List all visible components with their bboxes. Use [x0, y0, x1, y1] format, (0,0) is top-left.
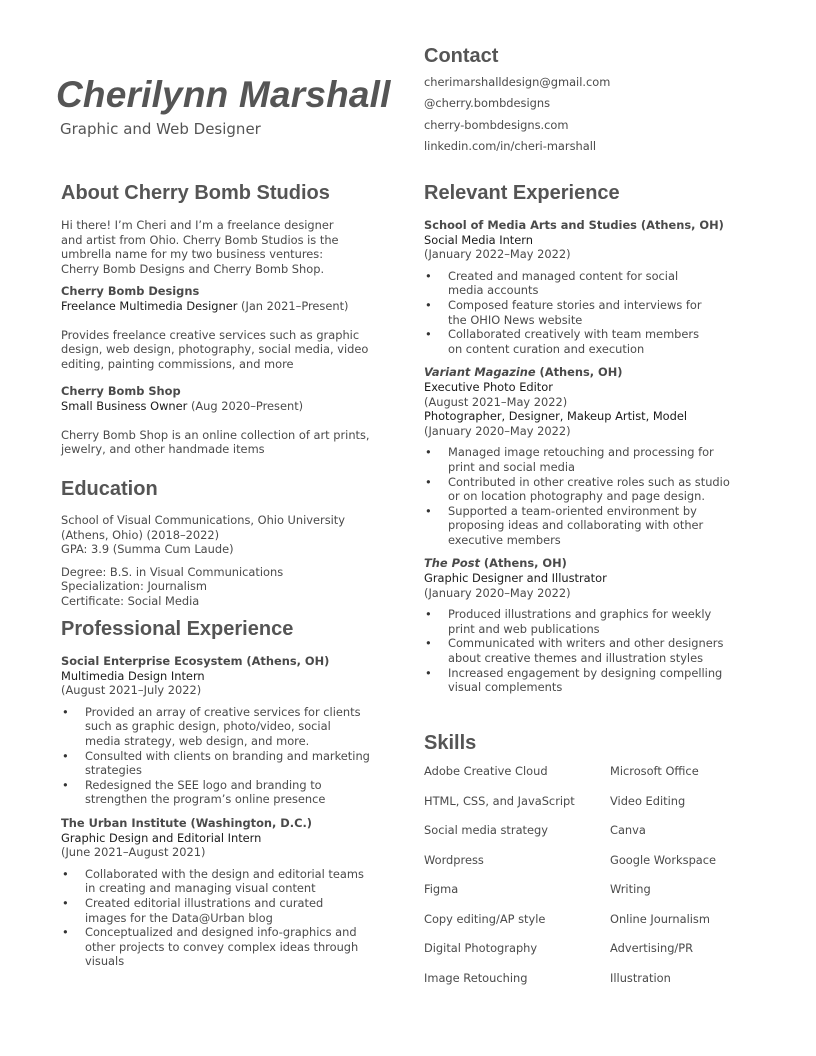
bullet-item: • Created editorial illustrations and curated images for the Data@Urban blog — [61, 896, 396, 925]
job-title: Multimedia Design Intern — [61, 668, 205, 683]
about-line: Hi there! I’m Cheri and I’m a freelance designer — [61, 218, 334, 232]
education-heading: Education — [61, 478, 158, 500]
education-line: (Athens, Ohio) (2018–2022) — [61, 527, 220, 542]
desc-line: jewelry, and other handmade items — [61, 442, 265, 457]
skill-item: Google Workspace — [610, 852, 717, 867]
contact-instagram[interactable]: @cherry.bombdesigns — [424, 96, 551, 110]
job-dates: (August 2021–May 2022) — [424, 394, 568, 409]
job-bullets — [424, 269, 769, 357]
bullet-item: • Managed image retouching and processing for print and social media — [424, 445, 769, 474]
skill-item: Online Journalism — [610, 911, 710, 926]
job-header — [61, 654, 396, 698]
job-title: Social Media Intern — [424, 232, 533, 247]
job-dates: (August 2021–July 2022) — [61, 683, 202, 698]
skill-item: Image Retouching — [424, 970, 528, 985]
job-bullets — [61, 705, 396, 807]
bullet-item: • Produced illustrations and graphics for weekly print and web publications — [424, 607, 769, 636]
job-header — [424, 218, 769, 262]
venture-designs-desc — [61, 328, 396, 372]
skill-item: Digital Photography — [424, 941, 538, 955]
bullet-item: • Supported a team-oriented environment by proposing ideas and collaborating with other executive members — [424, 504, 769, 548]
venture-name: Cherry Bomb Designs — [61, 284, 200, 299]
about-intro — [61, 218, 396, 276]
skill-item: Writing — [610, 882, 651, 896]
bullet-item: • Conceptualized and designed info-graphics and other projects to convey complex ideas through visuals — [61, 925, 396, 969]
bullet-item: • Provided an array of creative services for clients such as graphic design, photo/video, social media strategy, web design, and more. — [61, 705, 396, 749]
job-dates: (January 2022–May 2022) — [424, 247, 571, 262]
job-dates: (January 2020–May 2022) — [424, 423, 571, 438]
job-dates: (June 2021–August 2021) — [61, 845, 206, 860]
bullet-item: • Increased engagement by designing compelling visual complements — [424, 666, 769, 695]
job-org: Social Enterprise Ecosystem (Athens, OH) — [61, 654, 330, 668]
relevant-section — [424, 182, 769, 695]
skill-item: Video Editing — [610, 793, 686, 808]
job-bullets — [61, 867, 396, 969]
skill-item: Wordpress — [424, 852, 484, 867]
job-header — [424, 556, 769, 600]
bullet-item: • Created and managed content for social media accounts — [424, 269, 769, 298]
desc-line: editing, painting commissions, and more — [61, 356, 294, 371]
education-line: Degree: B.S. in Visual Communications — [61, 564, 284, 579]
about-heading: About Cherry Bomb Studios — [61, 182, 330, 204]
job-org: The Post (Athens, OH) — [424, 556, 567, 571]
venture-dates: (Jan 2021–Present) — [241, 298, 349, 313]
venture-designs — [61, 284, 396, 313]
venture-name: Cherry Bomb Shop — [61, 384, 181, 399]
job-title: Executive Photo Editor — [424, 379, 553, 394]
professional-heading: Professional Experience — [61, 618, 294, 640]
desc-line: design, web design, photography, social media, video — [61, 342, 369, 357]
job-title: Graphic Designer and Illustrator — [424, 571, 607, 586]
skill-item: Figma — [424, 882, 459, 896]
desc-line: Cherry Bomb Shop is an online collection of art prints, — [61, 427, 370, 442]
contact-website[interactable]: cherry-bombdesigns.com — [424, 118, 569, 132]
desc-line: Provides freelance creative services such as graphic — [61, 327, 360, 342]
education-school — [61, 513, 396, 557]
bullet-item: • Communicated with writers and other designers about creative themes and illustration styles — [424, 636, 769, 665]
bullet-item: • Redesigned the SEE logo and branding to strengthen the program’s online presence — [61, 778, 396, 807]
about-line: and artist from Ohio. Cherry Bomb Studios is the — [61, 232, 339, 247]
resume-name: Cherilynn Marshall — [56, 74, 391, 115]
bullet-item: • Collaborated with the design and editorial teams in creating and managing visual content — [61, 867, 396, 896]
contact-email[interactable]: cherimarshalldesign@gmail.com — [424, 75, 611, 89]
skill-item: Social media strategy — [424, 823, 549, 837]
education-line: GPA: 3.9 (Summa Cum Laude) — [61, 542, 234, 557]
skill-item: HTML, CSS, and JavaScript — [424, 793, 575, 808]
skill-item: Microsoft Office — [610, 764, 699, 778]
education-degree — [61, 565, 396, 609]
bullet-item: • Composed feature stories and interviews for the OHIO News website — [424, 298, 769, 327]
skill-item: Copy editing/AP style — [424, 911, 546, 926]
education-line: Certificate: Social Media — [61, 593, 200, 608]
venture-shop — [61, 384, 396, 413]
skill-item: Canva — [610, 823, 646, 837]
about-line: umbrella name for my two business ventures: — [61, 247, 324, 262]
bullet-item: • Collaborated creatively with team members on content curation and execution — [424, 327, 769, 356]
job-org: Variant Magazine (Athens, OH) — [424, 365, 623, 380]
job-header — [424, 365, 769, 438]
resume-subtitle: Graphic and Web Designer — [60, 120, 261, 138]
about-section — [61, 182, 396, 457]
skill-item: Advertising/PR — [610, 941, 694, 955]
venture-shop-desc — [61, 428, 396, 457]
skill-item: Adobe Creative Cloud — [424, 764, 548, 778]
venture-dates: (Aug 2020–Present) — [190, 398, 304, 413]
education-section — [61, 478, 396, 609]
job-org: The Urban Institute (Washington, D.C.) — [61, 815, 312, 830]
skills-section — [424, 732, 476, 755]
contact-heading: Contact — [424, 45, 499, 67]
education-line: Specialization: Journalism — [61, 579, 208, 594]
job-header — [61, 816, 396, 860]
job-org: School of Media Arts and Studies (Athens, OH) — [424, 218, 724, 232]
venture-role: Small Business Owner — [61, 398, 188, 413]
education-line: School of Visual Communications, Ohio University — [61, 513, 346, 527]
job-bullets — [424, 445, 769, 547]
skill-item: Illustration — [610, 970, 671, 985]
contact-section — [424, 45, 498, 68]
bullet-item: • Contributed in other creative roles such as studio or on location photography and page design. — [424, 475, 769, 504]
venture-role: Freelance Multimedia Designer — [61, 298, 238, 313]
contact-linkedin[interactable]: linkedin.com/in/cheri-marshall — [424, 139, 597, 153]
relevant-heading: Relevant Experience — [424, 182, 620, 204]
job-dates: (January 2020–May 2022) — [424, 585, 571, 600]
job-bullets — [424, 607, 769, 695]
skills-heading: Skills — [424, 732, 477, 754]
professional-section — [61, 618, 396, 969]
job-title: Photographer, Designer, Makeup Artist, Model — [424, 409, 688, 424]
bullet-item: • Consulted with clients on branding and marketing strategies — [61, 749, 396, 778]
job-title: Graphic Design and Editorial Intern — [61, 830, 262, 845]
about-line: Cherry Bomb Designs and Cherry Bomb Shop. — [61, 261, 325, 276]
